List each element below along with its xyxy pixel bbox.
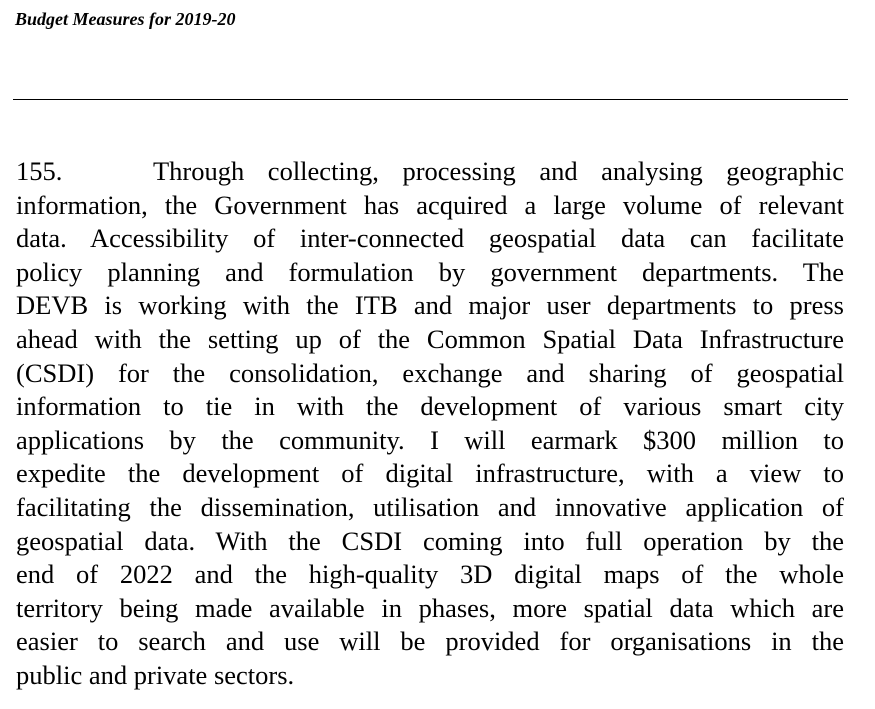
paragraph-line: DEVB is working with the ITB and major user departments to press — [16, 290, 844, 321]
paragraph-line: end of 2022 and the high-quality 3D digital maps of the whole — [16, 559, 844, 590]
paragraph-line: data. Accessibility of inter-connected geospatial data can facilitate — [16, 223, 844, 254]
paragraph-line: policy planning and formulation by government departments. The — [16, 256, 844, 287]
paragraph-line: public and private sectors. — [16, 659, 295, 690]
header-divider — [13, 99, 848, 100]
paragraph-line: geospatial data. With the CSDI coming into full operation by the — [16, 525, 844, 556]
paragraph-number: 155. — [16, 156, 63, 186]
paragraph-line: (CSDI) for the consolidation, exchange and sharing of geospatial — [16, 357, 844, 388]
paragraph-line: territory being made available in phases, more spatial data which are — [16, 592, 844, 623]
paragraph-line-text: Through collecting, processing and analysing geographic — [153, 156, 844, 186]
paragraph-155 — [16, 155, 844, 693]
paragraph-line: information, the Government has acquired a large volume of relevant — [16, 189, 844, 220]
paragraph-line: information to tie in with the development of various smart city — [16, 391, 844, 422]
paragraph-line: applications by the community. I will earmark $300 million to — [16, 424, 844, 455]
paragraph-line: expedite the development of digital infrastructure, with a view to — [16, 458, 844, 489]
header-title: Budget Measures for 2019-20 — [15, 9, 236, 29]
paragraph-line: ahead with the setting up of the Common Spatial Data Infrastructure — [16, 323, 844, 354]
paragraph-line: easier to search and use will be provided for organisations in the — [16, 626, 844, 657]
paragraph-line-1 — [16, 155, 844, 189]
paragraph-line: facilitating the dissemination, utilisation and innovative application of — [16, 491, 844, 522]
